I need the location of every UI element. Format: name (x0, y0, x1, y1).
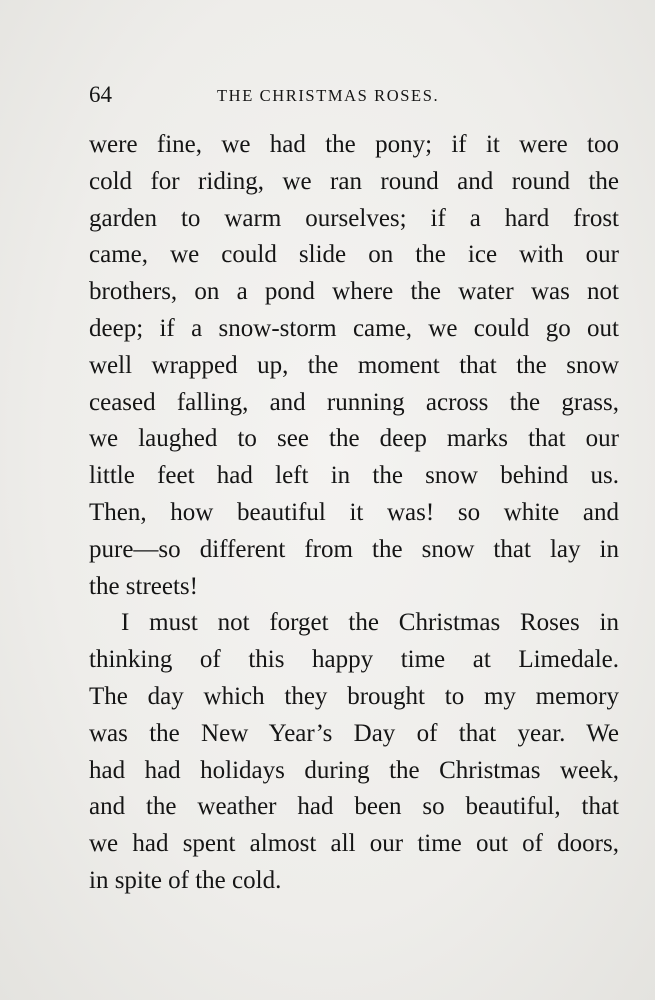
text-line: and the weather had been so beautiful, that (89, 793, 619, 821)
paragraph-2 (89, 605, 619, 899)
text-line: The day which they brought to my memory (89, 682, 619, 710)
text-line: ceased falling, and running across the grass, (89, 388, 619, 416)
text-line: pure—so different from the snow that lay in (89, 535, 619, 563)
text-line: had had holidays during the Christmas week, (89, 756, 619, 784)
body-text (89, 127, 619, 900)
text-line: Then, how beautiful it was! so white and (89, 498, 619, 526)
text-line: we laughed to see the deep marks that our (89, 425, 619, 453)
running-title: THE CHRISTMAS ROSES. (217, 86, 440, 105)
text-line: deep; if a snow-storm came, we could go out (89, 314, 619, 342)
page-number: 64 (89, 82, 112, 107)
paragraph-1 (89, 127, 619, 605)
text-line: well wrapped up, the moment that the snow (89, 351, 619, 379)
text-line: thinking of this happy time at Limedale. (89, 646, 619, 674)
text-line: cold for riding, we ran round and round the (89, 167, 619, 195)
text-line: the streets! (89, 572, 198, 600)
text-line: we had spent almost all our time out of doors, (89, 830, 619, 858)
text-line: came, we could slide on the ice with our (89, 241, 619, 269)
text-line: garden to warm ourselves; if a hard frost (89, 204, 619, 232)
text-line: I must not forget the Christmas Roses in (121, 609, 619, 637)
text-line: was the New Year’s Day of that year. We (89, 719, 619, 747)
page-header (89, 80, 619, 110)
text-line: little feet had left in the snow behind us. (89, 462, 619, 490)
text-line: in spite of the cold. (89, 866, 282, 894)
text-line: were fine, we had the pony; if it were too (89, 131, 619, 158)
text-line: brothers, on a pond where the water was not (89, 278, 619, 306)
